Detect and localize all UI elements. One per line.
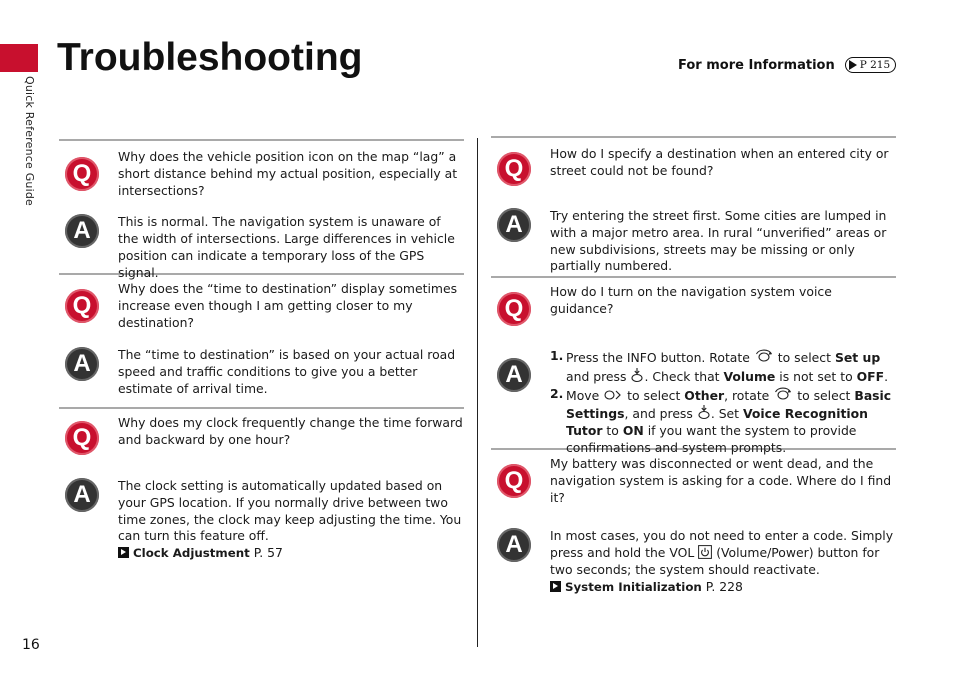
step-fragment: . Check that bbox=[644, 368, 720, 384]
press-knob-icon bbox=[697, 404, 711, 420]
qa-block bbox=[59, 139, 464, 280]
step-text bbox=[566, 348, 896, 386]
answer-content bbox=[550, 528, 896, 595]
answer-content bbox=[118, 478, 464, 562]
more-info-reference bbox=[678, 57, 896, 73]
reference-title: System Initialization bbox=[565, 579, 702, 594]
right-column bbox=[491, 136, 896, 596]
reference-page: P. 228 bbox=[705, 578, 743, 594]
step-item bbox=[550, 386, 896, 457]
answer-badge-icon: A bbox=[497, 358, 531, 392]
step-number: 1. bbox=[550, 348, 564, 363]
question-row bbox=[491, 284, 896, 326]
question-text: Why does the vehicle position icon on the map “lag” a short distance behind my actual position, especially at intersections? bbox=[118, 149, 458, 198]
left-column bbox=[59, 139, 464, 562]
rotate-knob-icon bbox=[773, 386, 793, 402]
question-text: Why does the “time to destination” display sometimes increase even though I am getting closer to my destination? bbox=[118, 281, 458, 330]
step-fragment: Press the INFO button. Rotate bbox=[566, 350, 750, 365]
step-emphasis: Basic Settings bbox=[566, 387, 892, 422]
step-fragment: and press bbox=[566, 368, 627, 384]
answer-text bbox=[550, 528, 896, 578]
page-reference-link[interactable] bbox=[845, 57, 896, 73]
step-fragment: , and press bbox=[624, 406, 693, 422]
cross-reference[interactable] bbox=[118, 545, 464, 562]
answer-row bbox=[59, 478, 464, 562]
step-emphasis: OFF bbox=[856, 368, 885, 384]
steps-list bbox=[550, 348, 896, 457]
qa-block bbox=[491, 276, 896, 455]
arrow-right-icon bbox=[849, 60, 857, 70]
step-item bbox=[550, 348, 896, 386]
answer-row bbox=[491, 348, 896, 457]
page-number: 16 bbox=[22, 637, 40, 653]
step-emphasis: Other bbox=[684, 387, 725, 403]
more-info-label: For more Information bbox=[678, 57, 835, 73]
side-section-label: Quick Reference Guide bbox=[23, 76, 36, 206]
question-row bbox=[59, 149, 464, 199]
question-row bbox=[59, 281, 464, 331]
question-text: Why does my clock frequently change the time forward and backward by one hour? bbox=[118, 415, 463, 447]
power-icon bbox=[698, 545, 712, 559]
answer-row bbox=[59, 214, 464, 281]
question-badge-icon: Q bbox=[497, 464, 531, 498]
answer-badge-icon: A bbox=[497, 528, 531, 562]
question-badge-icon: Q bbox=[65, 157, 99, 191]
question-row bbox=[59, 415, 464, 455]
step-emphasis: Voice Recognition Tutor bbox=[566, 406, 868, 439]
answer-row bbox=[491, 528, 896, 595]
answer-badge-icon: A bbox=[497, 208, 531, 242]
step-fragment: if you want the system to provide confirmations and system prompts. bbox=[566, 423, 857, 455]
answer-badge-icon: A bbox=[65, 347, 99, 381]
answer-badge-icon: A bbox=[65, 214, 99, 248]
move-right-icon bbox=[603, 388, 623, 402]
qa-block bbox=[491, 136, 896, 276]
answer-fragment: (Volume/Power) button for two seconds; the system should reactivate. bbox=[550, 545, 880, 577]
page-title: Troubleshooting bbox=[57, 36, 363, 79]
step-fragment: to select bbox=[627, 387, 681, 403]
step-emphasis: ON bbox=[622, 423, 644, 439]
answer-text: Try entering the street first. Some cities are lumped in with a major metro area. In rural “unverified” areas or new subdivisions, streets may be missing or only partially numbered. bbox=[550, 208, 887, 274]
question-row bbox=[491, 146, 896, 186]
press-knob-icon bbox=[630, 367, 644, 383]
question-text: How do I turn on the navigation system voice guidance? bbox=[550, 284, 832, 316]
rotate-knob-icon bbox=[754, 348, 774, 364]
answer-steps bbox=[550, 348, 896, 457]
answer-text: The “time to destination” is based on your actual road speed and traffic conditions to give you a better estimate of arrival time. bbox=[118, 347, 456, 396]
step-fragment: is not set to bbox=[779, 368, 853, 384]
cross-reference[interactable] bbox=[550, 579, 896, 596]
column-divider bbox=[477, 138, 478, 647]
qa-block bbox=[491, 448, 896, 596]
answer-row bbox=[491, 208, 896, 275]
step-fragment: . Set bbox=[710, 406, 740, 422]
step-fragment: . bbox=[884, 368, 889, 384]
reference-page: P. 57 bbox=[253, 545, 283, 561]
step-fragment: to bbox=[606, 423, 619, 439]
step-emphasis: Set up bbox=[834, 350, 881, 365]
question-badge-icon: Q bbox=[65, 289, 99, 323]
step-text bbox=[566, 386, 896, 457]
answer-text: The clock setting is automatically updated based on your GPS location. If you normally drive between two time zones, the clock may keep adjusting the time. You can turn this feature off. bbox=[118, 478, 462, 544]
step-fragment: , rotate bbox=[724, 387, 770, 403]
question-badge-icon: Q bbox=[497, 152, 531, 186]
qa-block bbox=[59, 407, 464, 562]
reference-arrow-icon bbox=[118, 547, 129, 558]
step-fragment: to select bbox=[777, 350, 831, 365]
question-badge-icon: Q bbox=[497, 292, 531, 326]
page-reference-number: P 215 bbox=[859, 59, 891, 71]
reference-arrow-icon bbox=[550, 581, 561, 592]
step-number: 2. bbox=[550, 385, 564, 401]
question-badge-icon: Q bbox=[65, 421, 99, 455]
qa-block bbox=[59, 273, 464, 407]
answer-text: This is normal. The navigation system is unaware of the width of intersections. Large differences in vehicle position can indicate a temporary loss of the GPS signal. bbox=[118, 214, 455, 280]
step-fragment: Move bbox=[566, 387, 600, 403]
answer-row bbox=[59, 347, 464, 397]
reference-title: Clock Adjustment bbox=[133, 546, 250, 561]
question-text: How do I specify a destination when an entered city or street could not be found? bbox=[550, 146, 889, 178]
chapter-tab bbox=[0, 44, 38, 72]
step-fragment: to select bbox=[797, 387, 851, 403]
answer-badge-icon: A bbox=[65, 478, 99, 512]
question-text: My battery was disconnected or went dead, and the navigation system is asking for a code. Where do I find it? bbox=[550, 456, 892, 505]
question-row bbox=[491, 456, 896, 506]
answer-fragment: In most cases, you do not need to enter a code. Simply press and hold the VOL bbox=[550, 528, 894, 561]
step-emphasis: Volume bbox=[723, 368, 776, 384]
